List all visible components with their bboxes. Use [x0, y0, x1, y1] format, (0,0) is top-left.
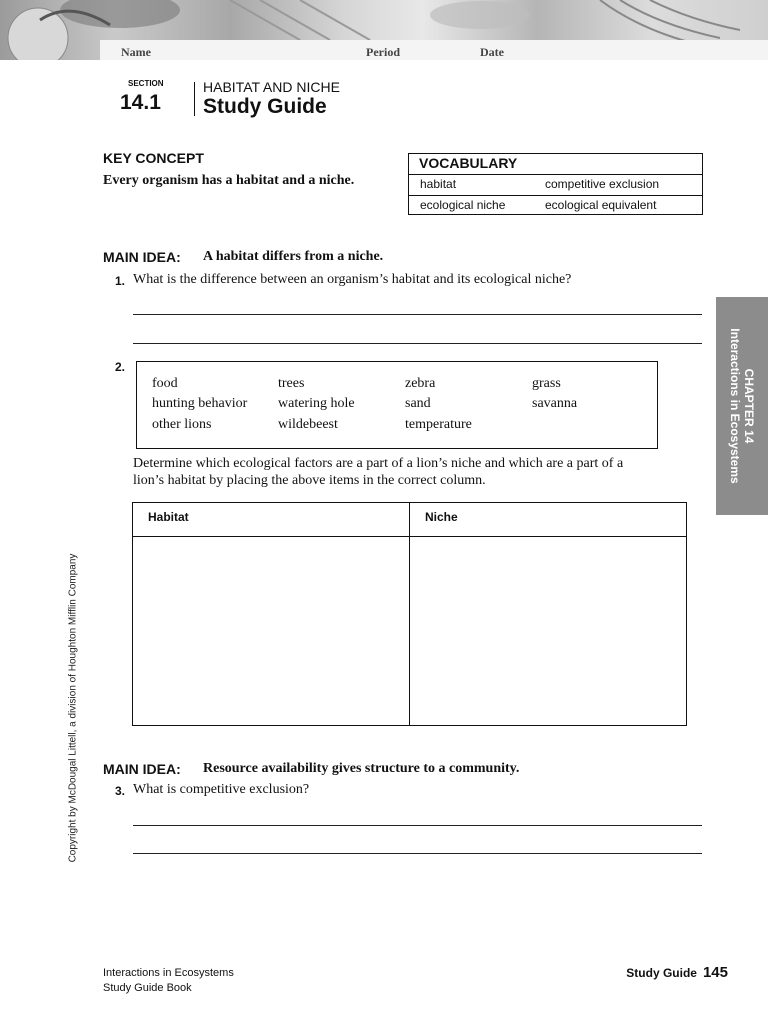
- question-number: 1.: [115, 274, 126, 288]
- vocabulary-box: [408, 153, 703, 215]
- copyright-text: Copyright by McDougal Littell, a division of Houghton Mifflin Company: [67, 553, 79, 863]
- question-text: What is competitive exclusion?: [133, 782, 310, 797]
- word-bank-box: [136, 361, 658, 449]
- question-instruction: Determine which ecological factors are a part of a lion’s niche and which are a part of a lion’s habitat by placing the above items in the correct column.: [133, 456, 624, 488]
- answer-line[interactable]: [133, 314, 702, 315]
- word-bank-item: trees: [278, 376, 305, 391]
- chapter-number: CHAPTER 14: [742, 368, 756, 444]
- main-idea-label: MAIN IDEA:: [103, 249, 181, 265]
- word-bank-item: sand: [405, 396, 431, 411]
- question-number: 2.: [115, 360, 126, 374]
- vocabulary-heading: VOCABULARY: [419, 155, 518, 171]
- chapter-side-label: [728, 328, 756, 483]
- word-bank-item: watering hole: [278, 396, 355, 411]
- word-bank-item: food: [152, 376, 178, 391]
- word-bank-item: wildebeest: [278, 417, 338, 432]
- vocab-term: habitat: [420, 177, 457, 191]
- answer-line[interactable]: [133, 343, 702, 344]
- answer-line[interactable]: [133, 825, 702, 826]
- name-label: Name: [121, 45, 151, 59]
- habitat-answer-cell[interactable]: [134, 538, 408, 724]
- question-number: 3.: [115, 784, 126, 798]
- name-strip: [100, 40, 768, 60]
- word-bank-item: grass: [532, 376, 561, 391]
- chapter-title: Interactions in Ecosystems: [728, 328, 742, 484]
- footer-right: [626, 964, 728, 982]
- footer-label: Study Guide: [626, 966, 697, 980]
- key-concept-text: Every organism has a habitat and a niche.: [103, 173, 355, 188]
- section-label: SECTION: [128, 79, 164, 88]
- word-bank-item: other lions: [152, 417, 212, 432]
- word-bank-item: savanna: [532, 396, 578, 411]
- niche-answer-cell[interactable]: [411, 538, 686, 724]
- answer-line[interactable]: [133, 853, 702, 854]
- section-topic: HABITAT AND NICHE: [203, 79, 340, 95]
- table-header-divider: [133, 536, 686, 537]
- vocab-term: ecological niche: [420, 198, 506, 212]
- vocabulary-divider: [409, 174, 702, 175]
- habitat-niche-table: [132, 502, 687, 726]
- date-label: Date: [480, 45, 504, 59]
- word-bank-item: zebra: [405, 376, 436, 391]
- vocabulary-divider: [409, 195, 702, 196]
- main-idea-text: A habitat differs from a niche.: [203, 249, 384, 264]
- main-idea-text: Resource availability gives structure to a community.: [203, 761, 520, 776]
- footer-book-subtitle: Study Guide Book: [103, 982, 192, 994]
- vocab-term: competitive exclusion: [545, 177, 660, 191]
- section-divider: [194, 82, 195, 116]
- vocab-term: ecological equivalent: [545, 198, 657, 212]
- page-title: Study Guide: [203, 95, 327, 118]
- footer-book-title: Interactions in Ecosystems: [103, 967, 234, 979]
- word-bank-item: hunting behavior: [152, 396, 248, 411]
- question-text: What is the difference between an organism’s habitat and its ecological niche?: [133, 272, 572, 287]
- section-number: 14.1: [120, 91, 161, 114]
- main-idea-label: MAIN IDEA:: [103, 761, 181, 777]
- footer-left: [103, 966, 234, 996]
- table-header-habitat: Habitat: [148, 510, 189, 524]
- period-label: Period: [366, 45, 400, 59]
- key-concept-heading: KEY CONCEPT: [103, 150, 204, 166]
- word-bank-item: temperature: [405, 417, 472, 432]
- table-header-niche: Niche: [425, 510, 458, 524]
- page-number: 145: [702, 964, 728, 981]
